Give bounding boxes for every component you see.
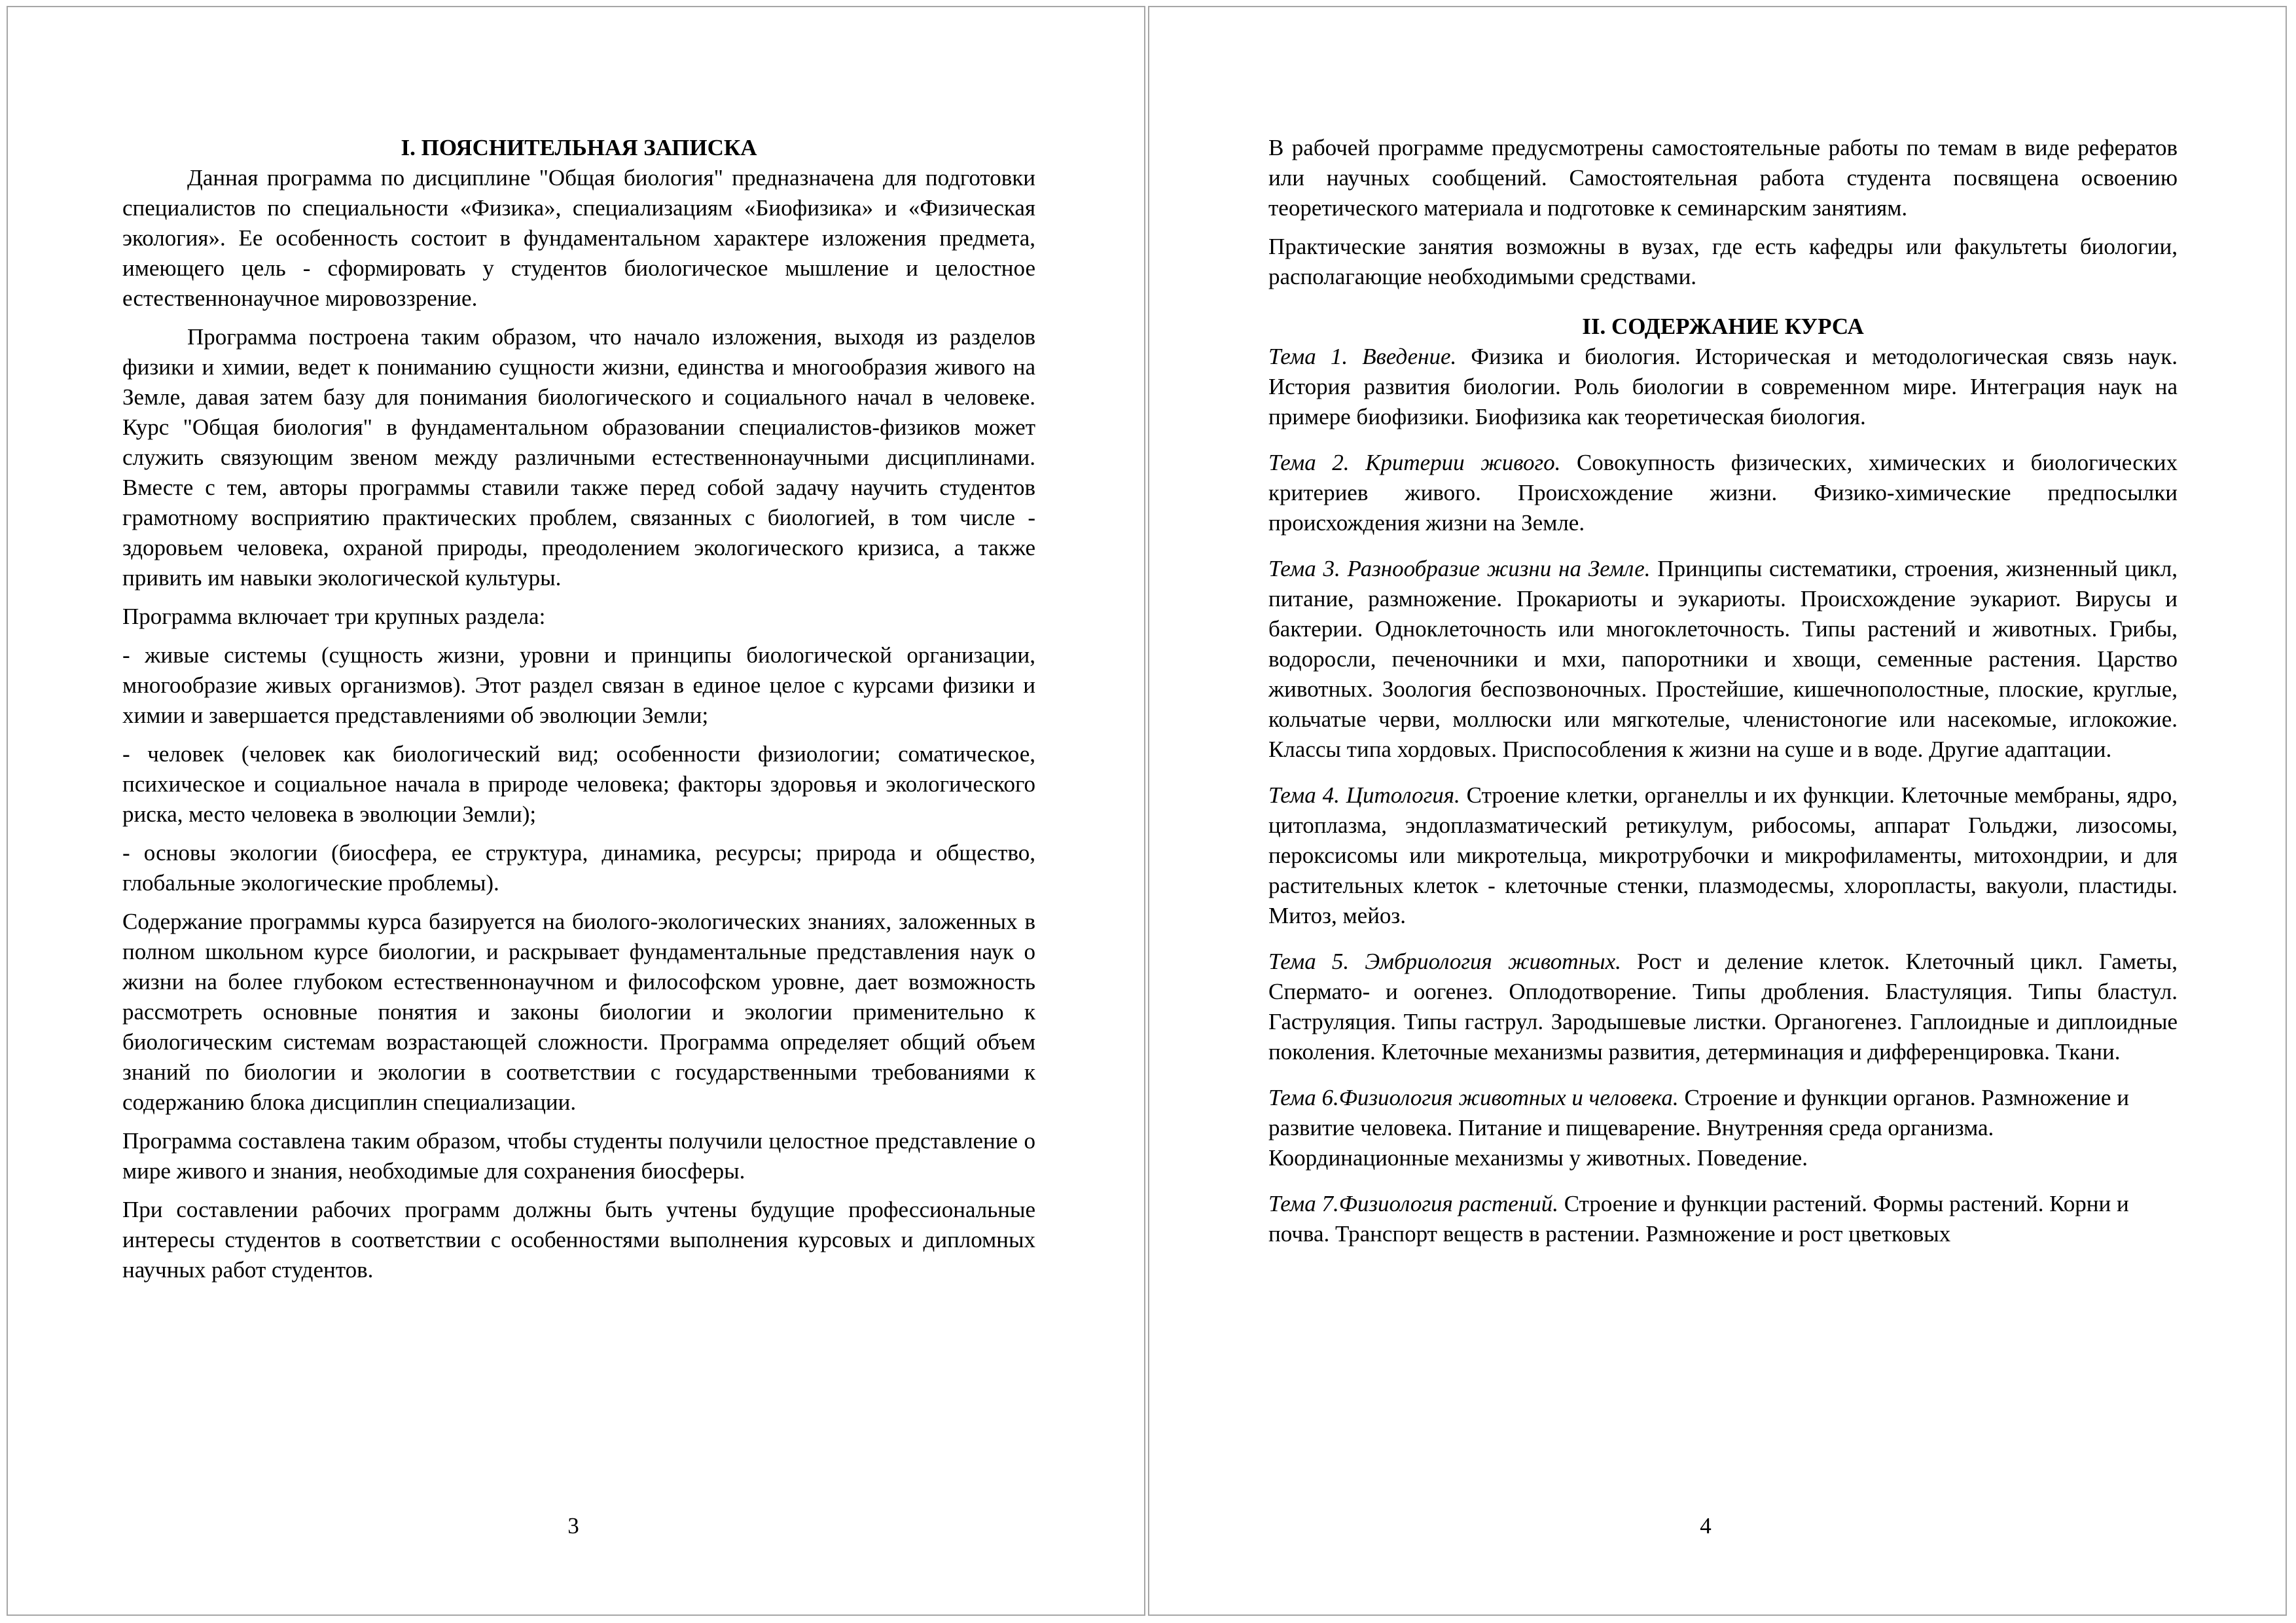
paragraph: При составлении рабочих программ должны быть учтены будущие профессиональные интересы студентов в соответствии с особенностями выполнения курсовых и дипломных научных работ студентов. — [122, 1197, 1035, 1283]
topic-label: Тема 3. Разнообразие жизни на Земле. — [1268, 556, 1651, 581]
list-item: - человек (человек как биологический вид; особенности физиологии; соматическое, психическое и социальное начала в природе человека; факторы здоровья и экологического риска, место человека в эволюции Земли); — [122, 741, 1035, 827]
topic-label: Тема 1. Введение. — [1268, 344, 1457, 369]
list-item: - живые системы (сущность жизни, уровни и принципы биологической организации, многообразие живых организмов). Этот раздел связан в единое целое с курсами физики и химии и завершается представлениями об эволюции Земли; — [122, 642, 1035, 728]
section-title-course-content: II. СОДЕРЖАНИЕ КУРСА — [1582, 314, 1864, 339]
topic-1 — [1268, 342, 2178, 432]
topic-text: Строение и функции растений. Формы растений. Корни и почва. Транспорт веществ в растении. Размножение и рост цветковых — [1268, 1191, 2129, 1247]
page-number: 3 — [567, 1513, 579, 1539]
list-item: - основы экологии (биосфера, ее структура, динамика, ресурсы; природа и общество, глобальные экологические проблемы). — [122, 840, 1035, 896]
topic-text: Строение и функции органов. Размножение и развитие человека. Питание и пищеварение. Внутренняя среда организма. Координационные механизмы у животных. Поведение. — [1268, 1085, 2129, 1171]
topic-2 — [1268, 448, 2178, 538]
paragraph: В рабочей программе предусмотрены самостоятельные работы по темам в виде рефератов или научных сообщений. Самостоятельная работа студента посвящена освоению теоретического материала и подготовке к семинарским занятиям. — [1268, 135, 2178, 221]
right-page-content — [1268, 133, 2178, 1265]
topic-label: Тема 5. Эмбриология животных. — [1268, 949, 1621, 974]
topic-6 — [1268, 1083, 2178, 1173]
paragraph: Данная программа по дисциплине "Общая биология" предназначена для подготовки специалистов по специальности «Физика», специализациям «Биофизика» и «Физическая экология». Ее особенность состоит в фундаментальном характере изложения предмета, имеющего цель - сформировать у студентов биологическое мышление и целостное естественнонаучное мировоззрение. — [122, 165, 1035, 311]
paragraph: Содержание программы курса базируется на биолого-экологических знаниях, заложенных в полном школьном курсе биологии, и раскрывает фундаментальные представления наук о жизни на более глубоком естественнонаучном и философском уровне, дает возможность рассмотреть основные понятия и законы биологии и экологии применительно к биологическим системам возрастающей сложности. Программа определяет общий объем знаний по биологии и экологии в соответствии с государственными требованиями к содержанию блока дисциплин специализации. — [122, 909, 1035, 1115]
topic-text: Физика и биология. Историческая и методологическая связь наук. История развития биологии. Роль биологии в современном мире. Интеграция наук на примере биофизики. Биофизика как теоретическая биология. — [1268, 344, 2178, 429]
paragraph: Практические занятия возможны в вузах, где есть кафедры или факультеты биологии, располагающие необходимыми средствами. — [1268, 234, 2178, 289]
topic-text: Принципы систематики, строения, жизненный цикл, питание, размножение. Прокариоты и эукариоты. Происхождение эукариот. Вирусы и бактерии. Одноклеточность или многоклеточность. Типы растений и животных. Грибы, водоросли, печеночники и мхи, папоротники и хвощи, семенные растения. Царство животных. Зоология беспозвоночных. Простейшие, кишечнополостные, плоские, круглые, кольчатые черви, моллюски или мягкотелые, членистоногие или насекомые, иглокожие. Классы типа хордовых. Приспособления к жизни на суше и в воде. Другие адаптации. — [1268, 556, 2178, 762]
left-page-content — [122, 133, 1035, 1294]
topic-text: Строение клетки, органеллы и их функции. Клеточные мембраны, ядро, цитоплазма, эндоплазматический ретикулум, рибосомы, аппарат Гольджи, лизосомы, пероксисомы или микротельца, микротрубочки и микрофиламенты, митохондрии, и для растительных клеток - клеточные стенки, плазмодесмы, хлоропласты, вакуоли, пластиды. Митоз, мейоз. — [1268, 782, 2178, 928]
topic-text: Рост и деление клеток. Клеточный цикл. Гаметы, Спермато- и оогенез. Оплодотворение. Типы дробления. Бластуляция. Типы бластул. Гаструляция. Типы гаструл. Зародышевые листки. Органогенез. Гаплоидные и диплоидные поколения. Клеточные механизмы развития, детерминация и дифференцировка. Ткани. — [1268, 949, 2178, 1065]
paragraph: Программа включает три крупных раздела: — [122, 604, 546, 629]
page-number: 4 — [1700, 1513, 1712, 1539]
topic-5 — [1268, 947, 2178, 1067]
section-title-explanatory-note: I. ПОЯСНИТЕЛЬНАЯ ЗАПИСКА — [401, 135, 757, 160]
right-page — [1148, 6, 2287, 1616]
paragraph: Программа составлена таким образом, чтобы студенты получили целостное представление о мире живого и знания, необходимые для сохранения биосферы. — [122, 1128, 1035, 1184]
left-page — [7, 6, 1145, 1616]
topic-4 — [1268, 780, 2178, 931]
topic-text: Совокупность физических, химических и биологических критериев живого. Происхождение жизни. Физико-химические предпосылки происхождения жизни на Земле. — [1268, 450, 2178, 536]
topic-label: Тема 2. Критерии живого. — [1268, 450, 1561, 475]
paragraph: Программа построена таким образом, что начало изложения, выходя из разделов физики и химии, ведет к пониманию сущности жизни, единства и многообразия живого на Земле, давая затем базу для понимания биологического и социального начал в человеке. Курс "Общая биология" в фундаментальном образовании специалистов-физиков может служить связующим звеном между различными естественнонаучными дисциплинами. Вместе с тем, авторы программы ставили также перед собой задачу научить студентов грамотному восприятию практических проблем, связанных с биологией, в том числе - здоровьем человека, охраной природы, преодолением экологического кризиса, а также привить им навыки экологической культуры. — [122, 324, 1035, 591]
topic-label: Тема 7.Физиология растений. — [1268, 1191, 1558, 1216]
topic-3 — [1268, 554, 2178, 765]
topic-label: Тема 6.Физиология животных и человека. — [1268, 1085, 1679, 1110]
topic-label: Тема 4. Цитология. — [1268, 782, 1460, 808]
topic-7 — [1268, 1189, 2178, 1249]
